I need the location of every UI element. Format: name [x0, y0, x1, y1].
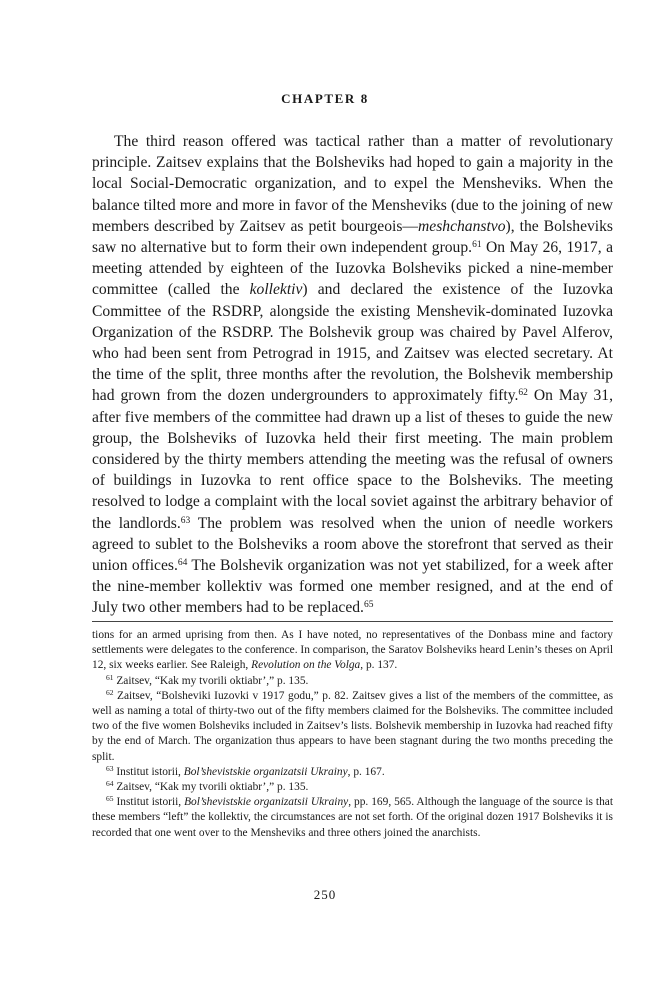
footnote-divider	[92, 621, 613, 622]
body-paragraph	[92, 131, 613, 619]
footnotes	[92, 628, 613, 841]
footnote-ref-63[interactable]: 63	[180, 515, 191, 526]
text-run: ) and declared the existence of the Iuzovka Committee of the RSDRP, alongside the existing Menshevik-dominated Iuzovka Organization of the RSDRP. The Bolshevik group was chaired by Pavel Alferov, who had been sent from Petrograd in 1915, and Zaitsev was elected secretary. At the time of the split, three months after the revolution, the Bolshevik membership had grown from the dozen undergrounders to approximately fifty.	[92, 281, 613, 405]
page-number: 250	[313, 887, 337, 902]
text-run: ), the Bolsheviks saw no alternative but to form their own independent group.	[92, 217, 613, 257]
footnote-number: 64	[106, 779, 114, 789]
text-run: tions for an armed uprising from then. As I have noted, no representatives of the Donbass mine and factory settlements were delegates to the conference. In comparison, the Saratov Bolsheviks heard Lenin’s theses on April 12, six weeks earlier. See Raleigh,	[92, 629, 613, 672]
text-run: , p. 167.	[347, 765, 385, 778]
text-run: The third reason offered was tactical rather than a matter of revolutionary principle. Zaitsev explains that the Bolsheviks had hoped to gain a majority in the local Social-Democratic organization, and to expel the Mensheviks. When the balance tilted more and more in favor of the Mensheviks (due to the joining of new members described by Zaitsev as petit bourgeois—	[92, 133, 613, 235]
footnote-ref-64[interactable]: 64	[177, 558, 188, 569]
text-run: Zaitsev, “Kak my tvorili oktiabr’,” p. 135.	[113, 781, 309, 794]
footnote-ref-61[interactable]: 61	[472, 240, 482, 251]
footnote-ref-65[interactable]: 65	[363, 600, 374, 611]
chapter-heading: CHAPTER 8	[281, 91, 369, 106]
cited-title: Bol’shevistskie organizatsii Ukrainy	[184, 796, 349, 809]
footnote-63	[92, 765, 613, 780]
cited-title: Revolution on the Volga	[251, 659, 361, 672]
cited-title: Bol’shevistskie organizatsii Ukrainy	[183, 765, 348, 778]
italic-term: meshchanstvo	[418, 217, 506, 235]
footnote-continuation	[92, 628, 613, 674]
footnote-65	[92, 795, 613, 841]
footnote-number: 62	[106, 687, 114, 697]
text-run: Institut istorii,	[113, 796, 185, 809]
text-run: On May 31, after five members of the committee had drawn up a list of theses to guide the new group, the Bolsheviks of Iuzovka held their first meeting. The main problem considered by the thirty members attending the meeting was the refusal of owners of buildings in Iuzovka to rent office space to the Bolsheviks. The meeting resolved to lodge a complaint with the local soviet against the arbitrary behavior of the landlords.	[92, 387, 613, 532]
footnote-61	[92, 674, 613, 689]
footnote-ref-62[interactable]: 62	[518, 388, 528, 399]
footnote-number: 65	[106, 794, 114, 804]
footnote-62	[92, 689, 613, 765]
text-run: , p. 137.	[360, 659, 398, 672]
text-run: , pp. 169, 565. Although the language of the source is that these members “left” the kollektiv, the circumstances are not set forth. Of the original dozen 1917 Bolsheviks it is recorded that one went over to the Mensheviks and three others joined the anarchists.	[92, 796, 613, 839]
footnote-number: 61	[106, 672, 114, 682]
text-run: On May 26, 1917, a meeting attended by eighteen of the Iuzovka Bolsheviks picked a nine-member committee (called the	[92, 239, 613, 299]
text-run: The Bolshevik organization was not yet stabilized, for a week after the nine-member kollektiv was formed one member resigned, and at the end of July two other members had to be replaced.	[92, 557, 613, 617]
text-run: Zaitsev, “Kak my tvorili oktiabr’,” p. 135.	[113, 674, 309, 687]
footnote-number: 63	[106, 763, 114, 773]
text-run: Institut istorii,	[113, 765, 184, 778]
text-run: The problem was resolved when the union of needle workers agreed to sublet to the Bolsheviks a room above the storefront that served as their union offices.	[92, 514, 613, 575]
footnote-64	[92, 780, 613, 795]
main-text	[92, 131, 613, 619]
italic-term: kollektiv	[249, 281, 303, 299]
text-run: Zaitsev, “Bolsheviki Iuzovki v 1917 godu,” p. 82. Zaitsev gives a list of the members of the committee, as well as naming a total of thirty-two out of the fifty members claimed for the Bolsheviks. The committee included two of the five women Bolsheviks included in Zaitsev’s lists. Bolshevik membership in Iuzovka had reached fifty by the end of March. The organization thus appears to have been stagnant during the two months preceding the split.	[92, 689, 613, 763]
